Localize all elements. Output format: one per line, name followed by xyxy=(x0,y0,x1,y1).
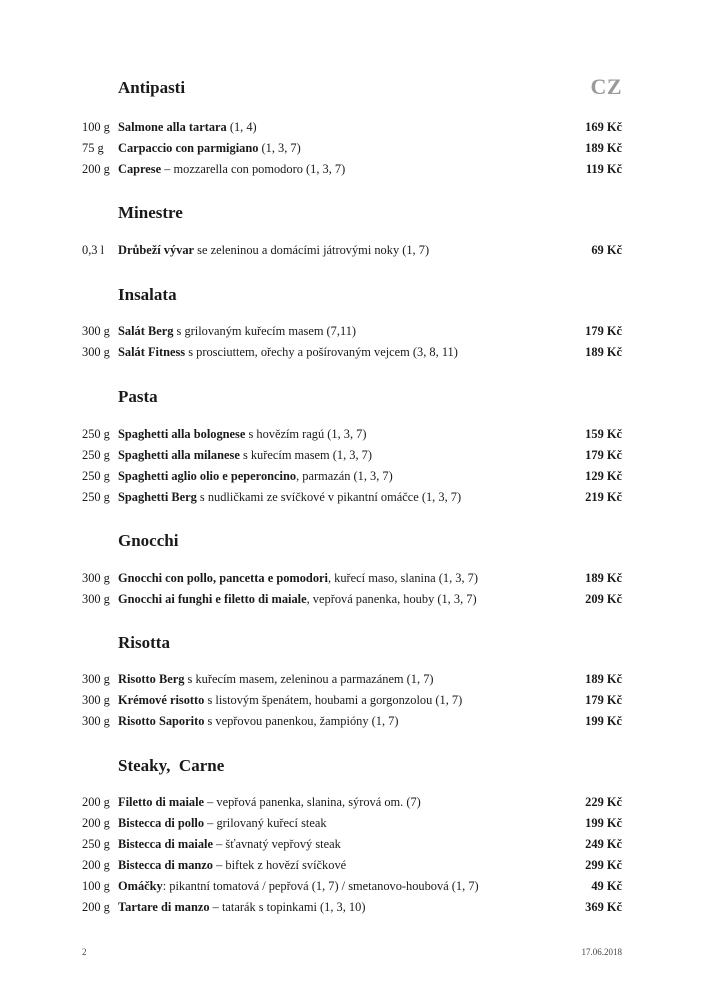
menu-item xyxy=(0,424,706,445)
item-name: Spaghetti alla bolognese xyxy=(118,427,246,441)
item-price: 249 Kč xyxy=(585,837,622,851)
menu-item xyxy=(0,711,706,732)
item-details: s prosciuttem, ořechy a pošírovaným vejcem (3, 8, 11) xyxy=(185,345,458,359)
item-description xyxy=(118,568,478,589)
item-name: Gnocchi ai funghi e filetto di maiale xyxy=(118,592,307,606)
item-name: Filetto di maiale xyxy=(118,795,205,809)
item-quantity: 100 g xyxy=(82,120,110,134)
item-price: 189 Kč xyxy=(585,672,622,686)
menu-item xyxy=(0,669,706,690)
item-quantity: 200 g xyxy=(82,795,110,809)
item-price: 169 Kč xyxy=(585,120,622,134)
section-title: Risotta xyxy=(118,633,170,652)
item-name: Bistecca di manzo xyxy=(118,858,213,872)
item-details: – šťavnatý vepřový steak xyxy=(212,837,341,851)
item-quantity: 200 g xyxy=(82,900,110,914)
menu-item xyxy=(0,876,706,897)
menu-item xyxy=(0,487,706,508)
item-price: 199 Kč xyxy=(585,816,622,830)
item-details: s kuřecím masem (1, 3, 7) xyxy=(239,448,372,462)
item-price: 369 Kč xyxy=(585,900,622,914)
item-details: s hovězím ragú (1, 3, 7) xyxy=(245,427,367,441)
item-description xyxy=(118,792,421,813)
item-name: Caprese xyxy=(118,162,162,176)
item-price: 229 Kč xyxy=(585,795,622,809)
item-name: Gnocchi con pollo, pancetta e pomodori xyxy=(118,571,328,585)
item-price: 199 Kč xyxy=(585,714,622,728)
item-details: (1, 3, 7) xyxy=(258,141,301,155)
item-name: Salát Fitness xyxy=(118,345,186,359)
menu-item xyxy=(0,117,706,138)
item-details: (1, 4) xyxy=(226,120,257,134)
item-details: – tatarák s topinkami (1, 3, 10) xyxy=(209,900,366,914)
item-description xyxy=(118,138,301,159)
item-quantity: 250 g xyxy=(82,469,110,483)
item-price: 49 Kč xyxy=(591,879,622,893)
item-name: Spaghetti alla milanese xyxy=(118,448,240,462)
menu-item xyxy=(0,813,706,834)
menu-item xyxy=(0,159,706,180)
menu-item xyxy=(0,897,706,918)
item-name: Bistecca di pollo xyxy=(118,816,205,830)
item-price: 129 Kč xyxy=(585,469,622,483)
item-price: 189 Kč xyxy=(585,571,622,585)
item-quantity: 250 g xyxy=(82,490,110,504)
item-quantity: 300 g xyxy=(82,571,110,585)
item-price: 219 Kč xyxy=(585,490,622,504)
section-title: Minestre xyxy=(118,203,183,222)
item-description xyxy=(118,240,429,261)
item-name: Drůbeží vývar xyxy=(118,243,195,257)
item-description xyxy=(118,834,341,855)
item-quantity: 300 g xyxy=(82,693,110,707)
item-name: Omáčky xyxy=(118,879,163,893)
item-quantity: 100 g xyxy=(82,879,110,893)
item-description xyxy=(118,159,345,180)
item-description xyxy=(118,690,462,711)
section-title: Pasta xyxy=(118,387,158,406)
menu-item xyxy=(0,342,706,363)
item-details: – biftek z hovězí svíčkové xyxy=(212,858,347,872)
menu-item xyxy=(0,855,706,876)
item-price: 179 Kč xyxy=(585,448,622,462)
item-description xyxy=(118,424,367,445)
item-details: : pikantní tomatová / pepřová (1, 7) / smetanovo-houbová (1, 7) xyxy=(162,879,479,893)
item-details: s listovým špenátem, houbami a gorgonzolou (1, 7) xyxy=(204,693,463,707)
item-name: Carpaccio con parmigiano xyxy=(118,141,259,155)
menu-item xyxy=(0,321,706,342)
item-details: s vepřovou panenkou, žampióny (1, 7) xyxy=(204,714,399,728)
item-description xyxy=(118,117,257,138)
item-description xyxy=(118,487,461,508)
item-description xyxy=(118,589,477,610)
menu-item xyxy=(0,589,706,610)
item-name: Salmone alla tartara xyxy=(118,120,227,134)
item-quantity: 300 g xyxy=(82,345,110,359)
menu-item xyxy=(0,138,706,159)
page-number: 2 xyxy=(82,947,87,957)
item-description xyxy=(118,445,372,466)
item-details: se zeleninou a domácími játrovými noky (1, 7) xyxy=(194,243,430,257)
item-description xyxy=(118,897,365,918)
item-quantity: 0,3 l xyxy=(82,243,105,257)
section-title: Gnocchi xyxy=(118,531,179,550)
item-name: Krémové risotto xyxy=(118,693,205,707)
item-quantity: 250 g xyxy=(82,448,110,462)
item-price: 189 Kč xyxy=(585,345,622,359)
item-quantity: 300 g xyxy=(82,714,110,728)
item-name: Bistecca di maiale xyxy=(118,837,213,851)
item-quantity: 200 g xyxy=(82,816,110,830)
language-label: CZ xyxy=(590,74,622,99)
section-title: Steaky, Carne xyxy=(118,756,225,775)
item-name: Spaghetti aglio olio e peperoncino xyxy=(118,469,297,483)
item-price: 179 Kč xyxy=(585,324,622,338)
menu-item xyxy=(0,690,706,711)
item-details: s nudličkami ze svíčkové v pikantní omáčce (1, 3, 7) xyxy=(196,490,462,504)
item-details: , kuřecí maso, slanina (1, 3, 7) xyxy=(327,571,478,585)
item-quantity: 250 g xyxy=(82,837,110,851)
item-details: s grilovaným kuřecím masem (7,11) xyxy=(173,324,357,338)
item-quantity: 75 g xyxy=(82,141,104,155)
item-price: 159 Kč xyxy=(585,427,622,441)
footer-date: 17.06.2018 xyxy=(581,947,622,957)
item-quantity: 300 g xyxy=(82,592,110,606)
item-details: , parmazán (1, 3, 7) xyxy=(296,469,393,483)
item-name: Tartare di manzo xyxy=(118,900,210,914)
item-name: Risotto Berg xyxy=(118,672,185,686)
item-description xyxy=(118,342,458,363)
item-price: 179 Kč xyxy=(585,693,622,707)
menu-item xyxy=(0,834,706,855)
item-quantity: 300 g xyxy=(82,672,110,686)
item-details: s kuřecím masem, zeleninou a parmazánem (1, 7) xyxy=(184,672,434,686)
section-title: Insalata xyxy=(118,285,177,304)
menu-item xyxy=(0,445,706,466)
item-details: – grilovaný kuřecí steak xyxy=(204,816,327,830)
menu-item xyxy=(0,240,706,261)
item-quantity: 200 g xyxy=(82,162,110,176)
item-price: 189 Kč xyxy=(585,141,622,155)
item-description xyxy=(118,855,346,876)
item-price: 69 Kč xyxy=(591,243,622,257)
item-details: , vepřová panenka, houby (1, 3, 7) xyxy=(306,592,477,606)
menu-item xyxy=(0,466,706,487)
item-price: 209 Kč xyxy=(585,592,622,606)
item-price: 119 Kč xyxy=(585,162,622,176)
item-name: Salát Berg xyxy=(118,324,174,338)
item-description xyxy=(118,876,479,897)
item-details: – mozzarella con pomodoro (1, 3, 7) xyxy=(161,162,346,176)
item-description xyxy=(118,321,356,342)
item-description xyxy=(118,669,434,690)
item-description xyxy=(118,813,327,834)
menu-item xyxy=(0,568,706,589)
item-description xyxy=(118,711,398,732)
item-quantity: 300 g xyxy=(82,324,110,338)
item-name: Spaghetti Berg xyxy=(118,490,197,504)
item-description xyxy=(118,466,393,487)
menu-item xyxy=(0,792,706,813)
item-details: – vepřová panenka, slanina, sýrová om. (7) xyxy=(204,795,421,809)
item-price: 299 Kč xyxy=(585,858,622,872)
section-title: Antipasti xyxy=(118,78,186,97)
item-name: Risotto Saporito xyxy=(118,714,205,728)
item-quantity: 250 g xyxy=(82,427,110,441)
item-quantity: 200 g xyxy=(82,858,110,872)
